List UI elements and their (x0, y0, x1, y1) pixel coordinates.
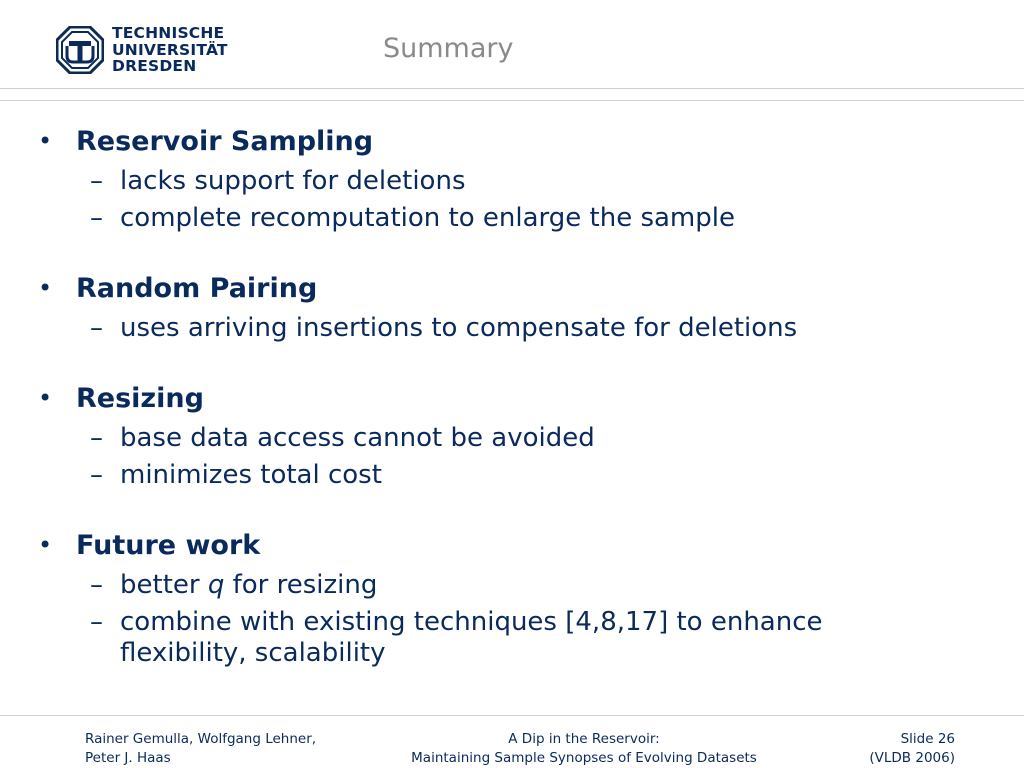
bullet-marker: • (38, 274, 53, 302)
sub-bullet-text (120, 423, 920, 454)
sub-bullet-item (0, 201, 1024, 238)
sub-bullet-text (120, 570, 920, 601)
slide-title: Summary (383, 33, 514, 64)
logo-line-2: UNIVERSITÄT (112, 40, 228, 59)
sub-bullet-text-part: base data access cannot be avoided (120, 423, 595, 453)
bullet-marker: • (38, 127, 53, 155)
bullet-heading: Future work (76, 530, 261, 561)
footer-title-line-2: Maintaining Sample Synopses of Evolving Datasets (411, 750, 757, 766)
footer-slide-info (869, 730, 955, 768)
sub-bullet-text (120, 166, 920, 197)
sub-bullet-marker: – (90, 313, 103, 343)
sub-bullet-text-part: flexibility, scalability (120, 638, 386, 668)
footer-talk-title (384, 730, 784, 768)
sub-bullet-text (120, 607, 920, 669)
tu-dresden-emblem-icon (56, 26, 104, 74)
bullet-marker: • (38, 384, 53, 412)
sub-bullet-text (120, 313, 920, 344)
footer-title-line-1: A Dip in the Reservoir: (508, 731, 660, 747)
sub-bullet-text-part: complete recomputation to enlarge the sample (120, 203, 735, 233)
header-divider (0, 88, 1024, 89)
sub-bullet-marker: – (90, 166, 103, 196)
sub-bullet-marker: – (90, 423, 103, 453)
sub-bullet-text (120, 203, 920, 234)
footer-authors (85, 730, 316, 768)
sub-bullet-item (0, 458, 1024, 495)
sub-bullet-text-part: uses arriving insertions to compensate for deletions (120, 313, 798, 343)
sub-bullet-marker: – (90, 570, 103, 600)
sub-bullet-text-part: lacks support for deletions (120, 166, 466, 196)
sub-bullet-text-part: minimizes total cost (120, 460, 382, 490)
footer-authors-line-2: Peter J. Haas (85, 750, 171, 766)
university-logo (56, 22, 228, 78)
sub-bullet-text (120, 460, 920, 491)
slide-content (0, 126, 1024, 710)
sub-bullet-item (0, 605, 1024, 675)
bullet-section (0, 126, 1024, 238)
bullet-section (0, 383, 1024, 495)
footer-divider (0, 715, 1024, 716)
bullet-section (0, 273, 1024, 348)
bullet-item (0, 383, 1024, 421)
sub-bullet-marker: – (90, 203, 103, 233)
bullet-item (0, 530, 1024, 568)
bullet-heading: Random Pairing (76, 273, 318, 304)
sub-bullet-item (0, 164, 1024, 201)
bullet-heading: Resizing (76, 383, 204, 414)
header-divider-lower (0, 100, 1024, 101)
footer-authors-line-1: Rainer Gemulla, Wolfgang Lehner, (85, 731, 317, 747)
footer-venue: (VLDB 2006) (869, 750, 955, 766)
logo-line-1: TECHNISCHE (112, 24, 225, 43)
logo-line-3: DRESDEN (112, 57, 197, 76)
math-variable: q (207, 570, 225, 600)
sub-bullet-text-part: better (120, 570, 208, 600)
sub-bullet-text-part: for resizing (224, 570, 378, 600)
sub-bullet-item (0, 421, 1024, 458)
university-name (112, 25, 228, 75)
bullet-heading: Reservoir Sampling (76, 126, 374, 157)
sub-bullet-item (0, 311, 1024, 348)
bullet-item (0, 126, 1024, 164)
sub-bullet-text-part: combine with existing techniques [4,8,17] to enhance (120, 607, 823, 637)
footer-slide-number: Slide 26 (900, 731, 955, 747)
sub-bullet-marker: – (90, 607, 103, 637)
sub-bullet-marker: – (90, 460, 103, 490)
bullet-marker: • (38, 531, 53, 559)
bullet-section (0, 530, 1024, 675)
sub-bullet-item (0, 568, 1024, 605)
bullet-item (0, 273, 1024, 311)
